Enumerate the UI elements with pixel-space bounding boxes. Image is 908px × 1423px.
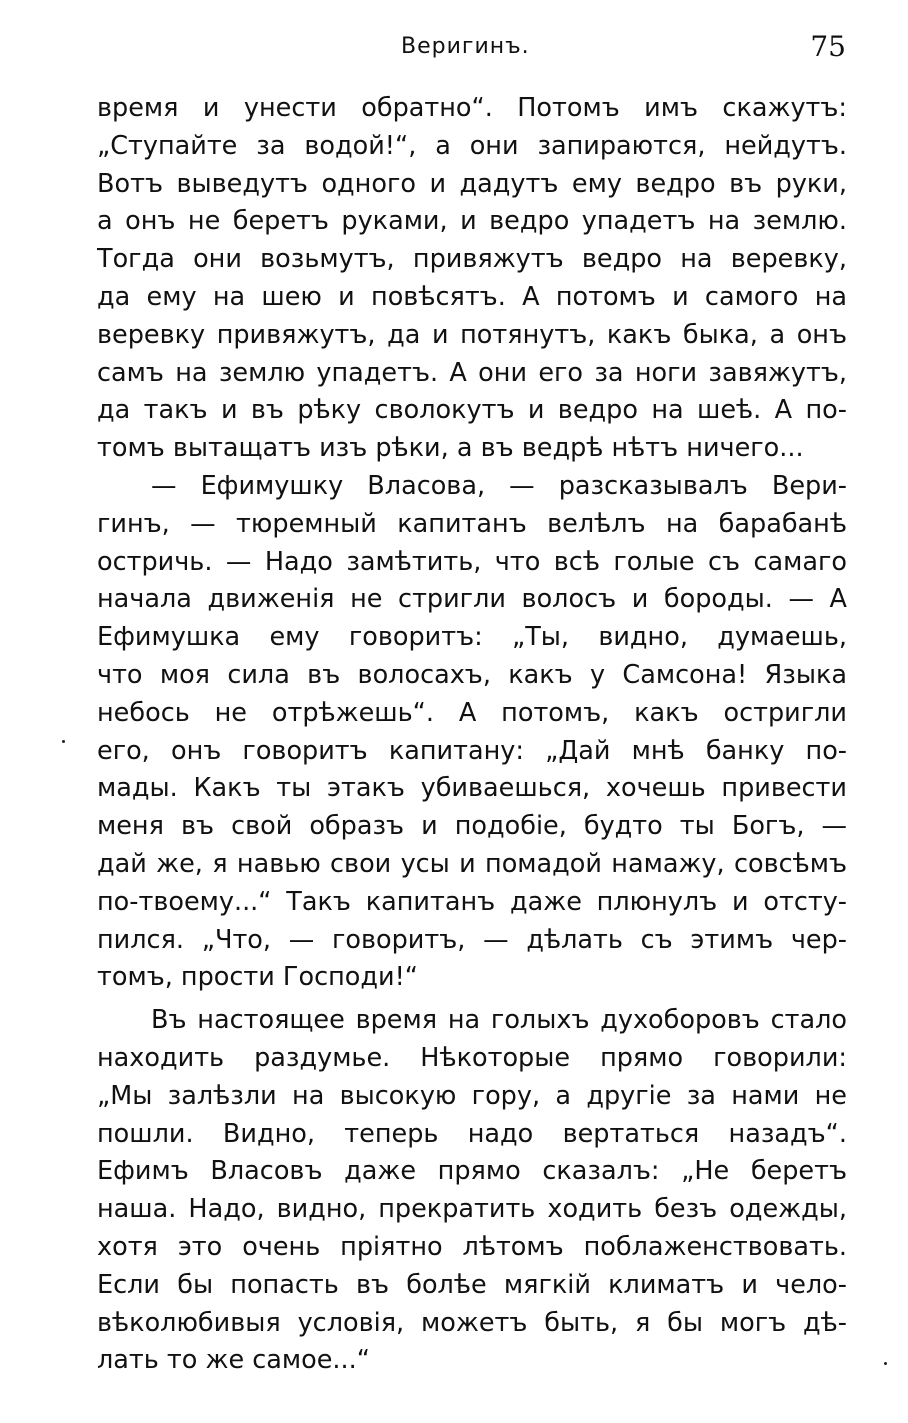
text-line: да ему на шею и повѣсятъ. А потомъ и самого на — [97, 281, 847, 312]
text-line: дай же, я навью свои усы и помадой намажу, совсѣмъ — [97, 848, 847, 879]
text-line: веревку привяжутъ, да и потянутъ, какъ быка, а онъ — [97, 319, 847, 350]
text-line: остричь. — Надо замѣтить, что всѣ голые съ самаго — [97, 546, 847, 577]
text-line: томъ, прости Господи!“ — [97, 962, 419, 993]
text-line: Въ настоящее время на голыхъ духоборовъ стало — [151, 1005, 847, 1036]
text-line: самъ на землю упадетъ. А они его за ноги завяжутъ, — [97, 357, 847, 388]
text-line: — Ефимушку Власова, — разсказывалъ Вери- — [151, 470, 847, 501]
paper-speck — [884, 1362, 887, 1365]
body-text — [97, 90, 847, 1380]
text-line: по-твоему...“ Такъ капитанъ даже плюнулъ и отсту- — [97, 886, 847, 917]
text-line: томъ вытащатъ изъ рѣки, а въ ведрѣ нѣтъ ничего... — [97, 433, 804, 464]
text-line: мады. Какъ ты этакъ убиваешься, хочешь привести — [97, 773, 847, 804]
text-line: его, онъ говоритъ капитану: „Дай мнѣ банку по- — [97, 735, 847, 766]
text-line: пошли. Видно, теперь надо вертаться назадъ“. — [97, 1118, 847, 1149]
text-line: Тогда они возьмутъ, привяжутъ ведро на веревку, — [97, 244, 847, 275]
text-line: находить раздумье. Нѣкоторые прямо говорили: — [97, 1042, 847, 1073]
text-line: лать то же самое...“ — [97, 1345, 370, 1376]
text-line: небось не отрѣжешь“. А потомъ, какъ остригли — [97, 697, 847, 728]
page-number: 75 — [810, 30, 846, 63]
text-line: меня въ свой образъ и подобіе, будто ты Богъ, — — [97, 811, 847, 842]
text-line: пился. „Что, — говоритъ, — дѣлать съ этимъ чер- — [97, 924, 847, 955]
text-line: вѣколюбивыя условія, можетъ быть, я бы могъ дѣ- — [97, 1307, 847, 1338]
text-line: что моя сила въ волосахъ, какъ у Самсона! Языка — [97, 659, 847, 690]
text-line: а онъ не беретъ руками, и ведро упадетъ на землю. — [97, 206, 847, 237]
running-head — [96, 30, 846, 70]
text-line: Вотъ выведутъ одного и дадутъ ему ведро въ руки, — [97, 168, 847, 199]
text-line: „Мы залѣзли на высокую гору, а другіе за нами не — [97, 1080, 847, 1111]
running-title: Веригинъ. — [401, 34, 530, 59]
text-line: начала движенія не стригли волосъ и бороды. — А — [97, 584, 847, 615]
paper-speck — [62, 740, 65, 743]
text-line: хотя это очень пріятно лѣтомъ поблаженствовать. — [97, 1231, 847, 1262]
text-line: гинъ, — тюремный капитанъ велѣлъ на барабанѣ — [97, 508, 847, 539]
paragraph — [97, 1002, 847, 1380]
text-line: Ефимушка ему говоритъ: „Ты, видно, думаешь, — [97, 622, 847, 653]
paragraph — [97, 90, 847, 468]
text-line: да такъ и въ рѣку сволокутъ и ведро на шеѣ. А по- — [97, 395, 847, 426]
text-line: Ефимъ Власовъ даже прямо сказалъ: „Не беретъ — [97, 1156, 847, 1187]
text-line: Если бы попасть въ болѣе мягкій климатъ и чело- — [97, 1269, 847, 1300]
paragraph — [97, 468, 847, 997]
text-line: наша. Надо, видно, прекратить ходить безъ одежды, — [97, 1194, 847, 1225]
text-line: „Ступайте за водой!“, а они запираются, нейдутъ. — [97, 130, 847, 161]
text-line: время и унести обратно“. Потомъ имъ скажутъ: — [97, 93, 847, 123]
